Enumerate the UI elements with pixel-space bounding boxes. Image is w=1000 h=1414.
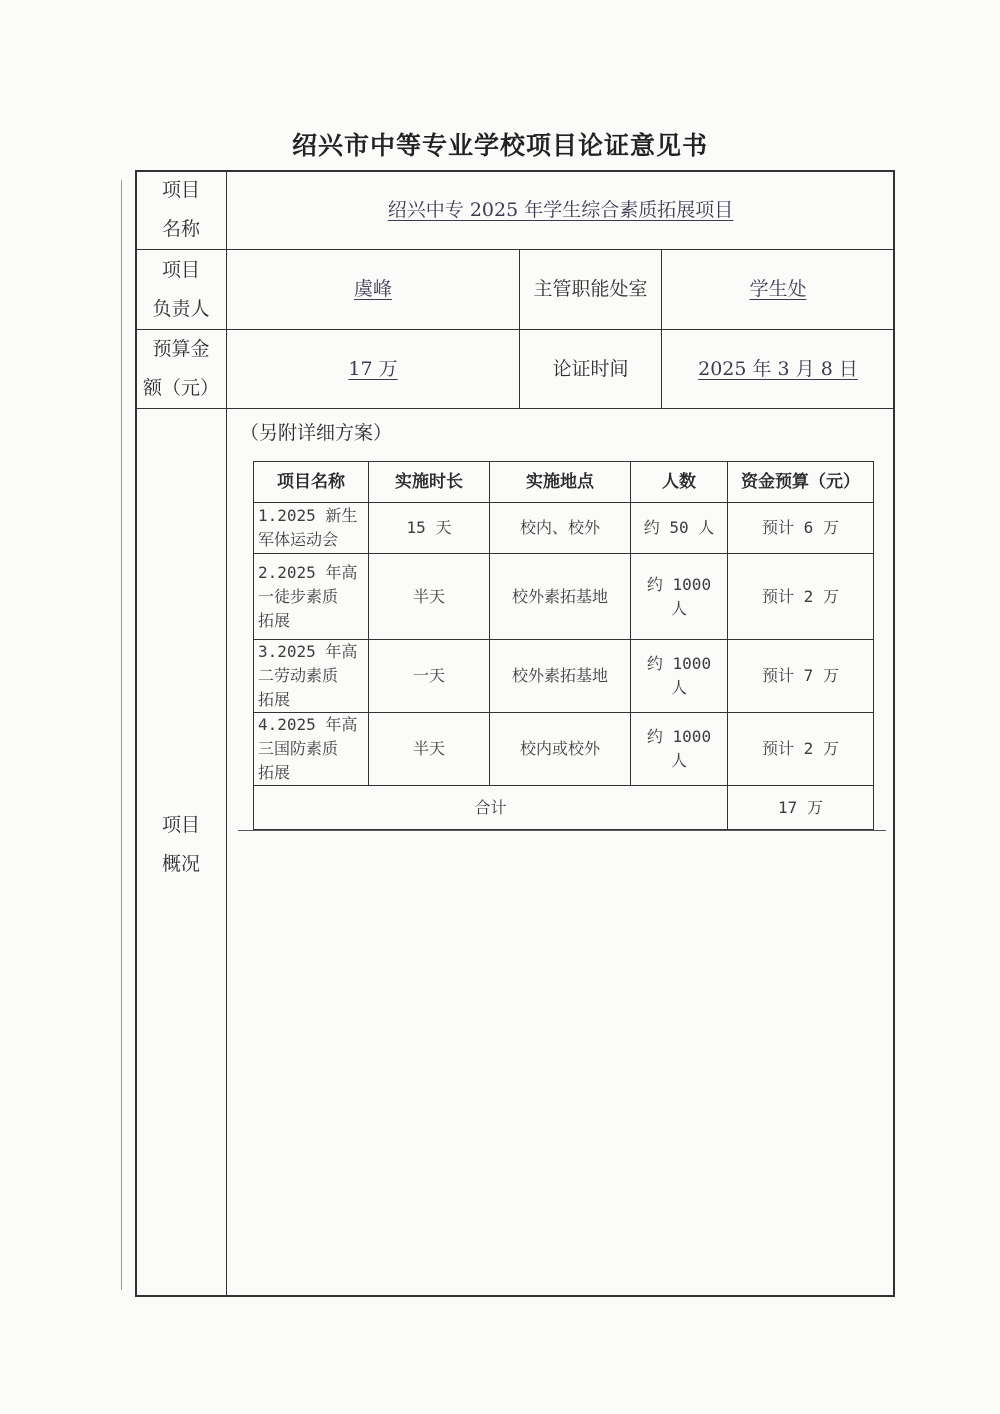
table-total-row [254, 786, 874, 830]
detail-table-header-row [254, 462, 874, 503]
detail-table [253, 461, 874, 830]
row-duration: 半天 [369, 713, 490, 786]
row-people: 约 1000 人 [631, 713, 728, 786]
row-name-line: 一徒步素质 [258, 586, 339, 606]
department-label-text: 主管职能处室 [533, 278, 648, 300]
project-name-value-cell [227, 171, 894, 249]
row-name-line: 2.2025 年高 [258, 562, 358, 582]
row-name-line: 3.2025 年高 [258, 642, 358, 661]
leader-label-line-2: 负责人 [152, 297, 210, 320]
total-value: 17 万 [728, 786, 874, 830]
row-name-line: 1.2025 新生 [258, 506, 358, 525]
header-location: 实施地点 [490, 462, 631, 503]
overview-label [136, 780, 226, 910]
row-people: 约 1000 人 [631, 554, 728, 640]
row-name-line: 4.2025 年高 [258, 715, 358, 734]
row-project-name [254, 640, 369, 713]
date-label-text: 论证时间 [552, 357, 629, 380]
row-name-line: 拓展 [258, 610, 291, 630]
leader-value: 虞峰 [353, 278, 392, 300]
row-budget: 预计 2 万 [728, 713, 874, 786]
department-label [520, 250, 661, 329]
row-location: 校外素拓基地 [490, 640, 631, 713]
department-value-cell [662, 250, 894, 329]
project-name-label-line-1: 项目 [161, 179, 200, 201]
row-name-line: 二劳动素质 [258, 666, 339, 685]
table-row [254, 640, 874, 713]
form-row-divider [135, 408, 895, 409]
section-divider-rule [238, 830, 886, 831]
budget-label [136, 330, 226, 408]
row-project-name [254, 713, 369, 786]
row-budget: 预计 7 万 [728, 640, 874, 713]
header-people: 人数 [631, 462, 728, 503]
header-budget: 资金预算（元） [728, 462, 874, 503]
leader-value-cell [227, 250, 519, 329]
row-budget: 预计 6 万 [728, 503, 874, 554]
overview-label-line-2: 概况 [161, 853, 200, 875]
project-name-label-line-2: 名称 [161, 218, 200, 240]
date-value: 2025 年 3 月 8 日 [698, 357, 858, 380]
date-label [520, 330, 661, 408]
project-name-value: 绍兴中专 2025 年学生综合素质拓展项目 [387, 198, 734, 221]
header-project-name: 项目名称 [254, 462, 369, 503]
row-duration: 15 天 [369, 503, 490, 554]
total-label: 合计 [254, 786, 728, 830]
department-value: 学生处 [749, 278, 807, 300]
budget-value-cell [227, 330, 519, 408]
scan-edge-line [121, 180, 122, 1290]
table-row [254, 503, 874, 554]
leader-label [136, 250, 226, 329]
budget-value: 17 万 [348, 357, 398, 380]
row-name-line: 三国防素质 [258, 739, 339, 758]
overview-label-line-1: 项目 [161, 814, 200, 836]
row-project-name [254, 554, 369, 640]
row-name-line: 拓展 [258, 763, 291, 782]
row-duration: 一天 [369, 640, 490, 713]
document-title: 绍兴市中等专业学校项目论证意见书 [291, 131, 708, 160]
table-row [254, 713, 874, 786]
row-location: 校外素拓基地 [490, 554, 631, 640]
row-name-line: 拓展 [258, 690, 291, 709]
row-project-name [254, 503, 369, 554]
row-budget: 预计 2 万 [728, 554, 874, 640]
row-people: 约 1000 人 [631, 640, 728, 713]
row-name-line: 军体运动会 [258, 530, 339, 549]
overview-note: （另附详细方案） [240, 422, 393, 444]
budget-label-line-2: 额（元） [142, 377, 219, 399]
date-value-cell [662, 330, 894, 408]
leader-label-line-1: 项目 [161, 258, 200, 281]
table-row [254, 554, 874, 640]
header-duration: 实施时长 [369, 462, 490, 503]
row-duration: 半天 [369, 554, 490, 640]
row-location: 校内或校外 [490, 713, 631, 786]
row-people: 约 50 人 [631, 503, 728, 554]
row-location: 校内、校外 [490, 503, 631, 554]
project-name-label [136, 171, 226, 249]
budget-label-line-1: 预算金 [152, 338, 210, 360]
